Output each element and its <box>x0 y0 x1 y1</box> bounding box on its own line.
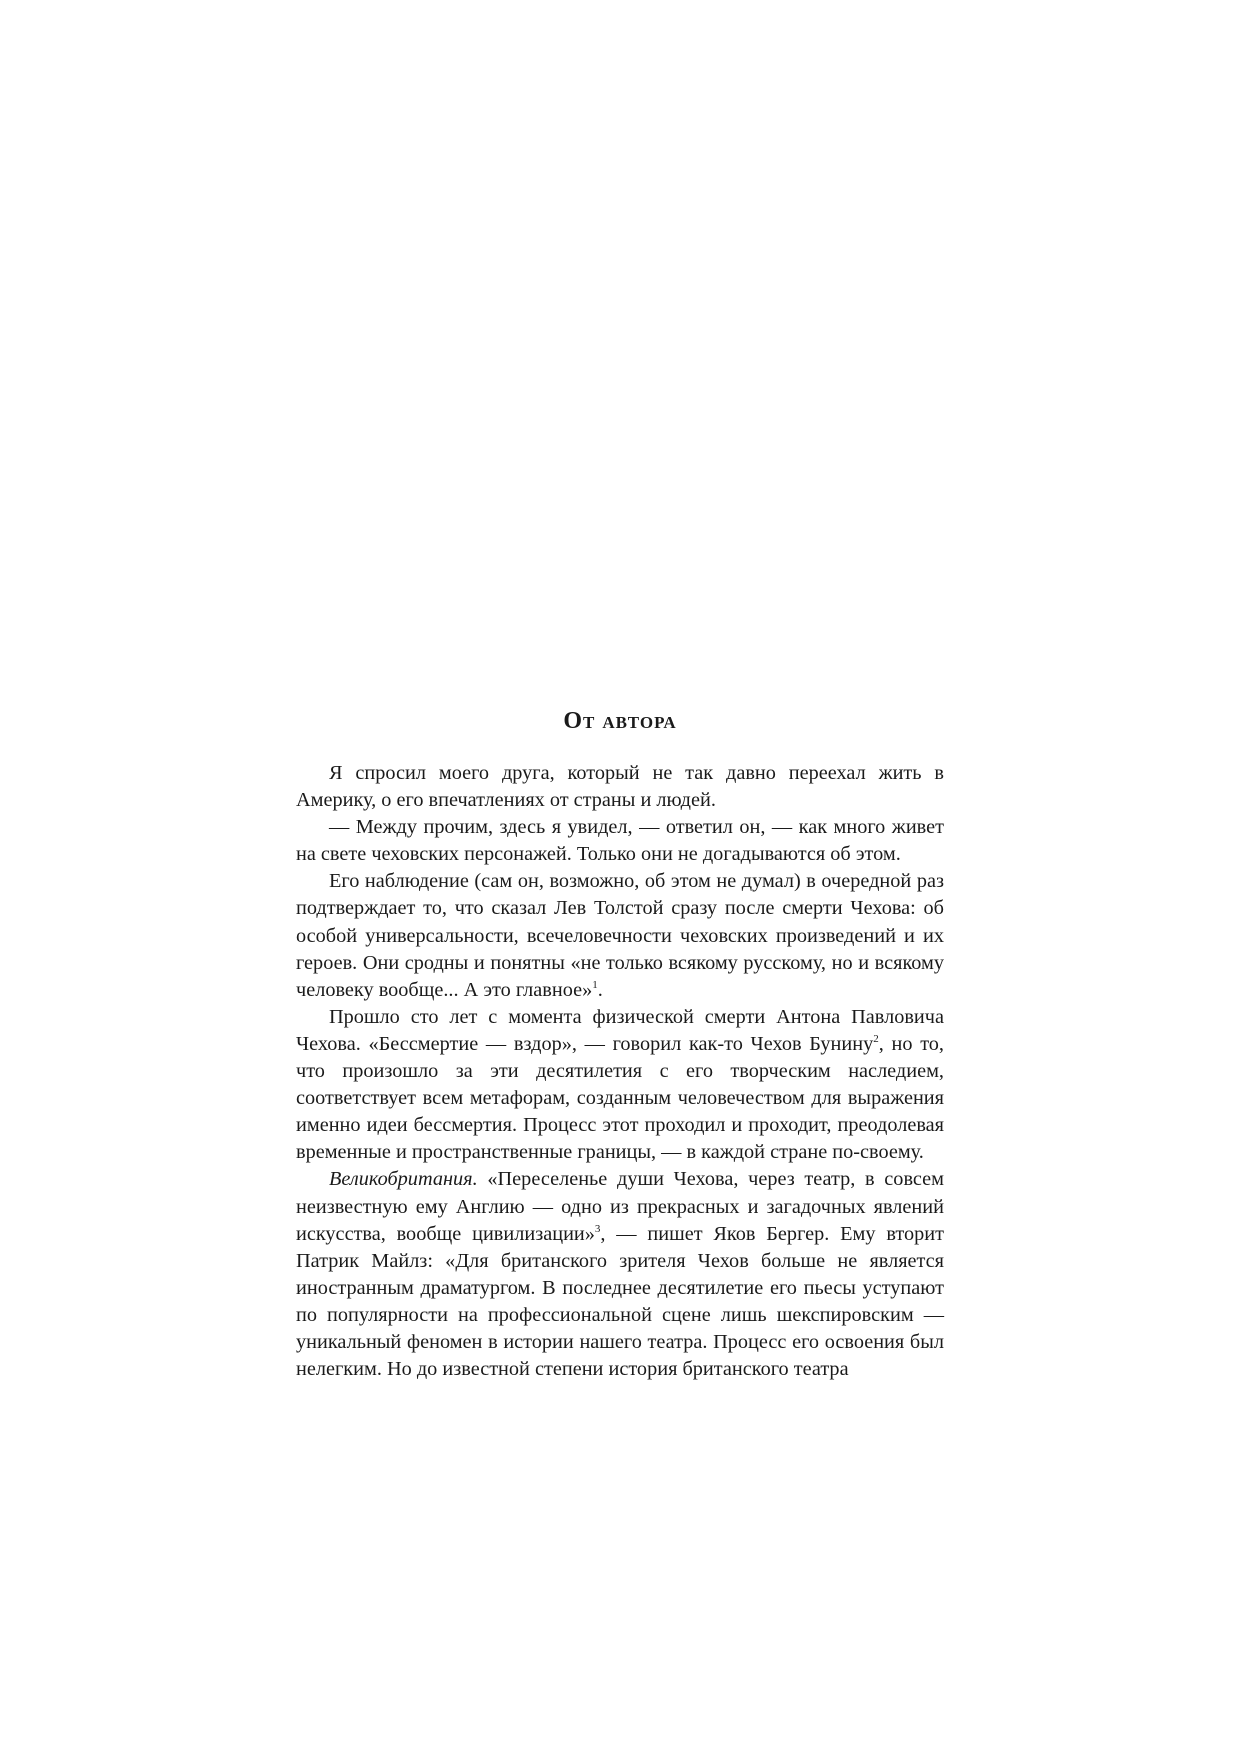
paragraph-text: Я спросил моего друга, который не так давно переехал жить в Америку, о его впечатлениях от страны и людей. <box>296 762 944 812</box>
footnote-marker[interactable]: 1 <box>592 978 598 991</box>
paragraph <box>296 760 944 814</box>
body-text <box>296 760 944 1383</box>
footnote-marker[interactable]: 2 <box>873 1032 879 1045</box>
paragraph-text: , — пишет Яков Бергер. Ему вторит Патрик Майлз: «Для британского зрителя Чехов больше не является иностранным драматургом. В последнее десятилетие его пьесы уступают по популярности на профессиональной сцене лишь шекспировским — уникальный феномен в истории нашего театра. Процесс его освоения был нелегким. Но до известной степени история британского театра <box>296 1222 944 1381</box>
paragraph <box>296 1166 944 1383</box>
paragraph <box>296 868 944 1003</box>
paragraph-text: Его наблюдение (сам он, возможно, об этом не думал) в очередной раз подтверждает то, что сказал Лев Толстой сразу после смерти Чехова: об особой универсальности, всечеловечности чеховских произведений и их героев. Они сродны и понятны «не только всякому русскому, но и всякому человеку вообще... А это главное» <box>296 870 944 1001</box>
chapter-title: От автора <box>563 708 677 734</box>
paragraph-text: «Переселенье души Чехова, через театр, в совсем неизвестную ему Англию — одно из прекрасных и загадочных явлений искусства, вообще цивилизации» <box>296 1168 944 1245</box>
paragraph <box>296 1004 944 1167</box>
paragraph-text: . <box>597 978 603 1001</box>
paragraph-text: Прошло сто лет с момента физической смерти Антона Павловича Чехова. «Бессмертие — вздор», — говорил как-то Чехов Бунину <box>296 1005 944 1055</box>
paragraph <box>296 814 944 868</box>
footnote-marker[interactable]: 3 <box>594 1222 601 1235</box>
paragraph-text: — Между прочим, здесь я увидел, — ответил он, — как много живет на свете чеховских персонажей. Только они не догадываются об этом. <box>296 816 944 866</box>
paragraph-text: , но то, что произошло за эти десятилетия с его творческим наследием, соответствует всем метафорам, созданным человечеством для выражения именно идеи бессмертия. Процесс этот проходил и проходит, преодолевая временные и пространственные границы, — в каждой стране по-своему. <box>296 1032 944 1164</box>
section-lead: Великобритания. <box>329 1168 478 1191</box>
